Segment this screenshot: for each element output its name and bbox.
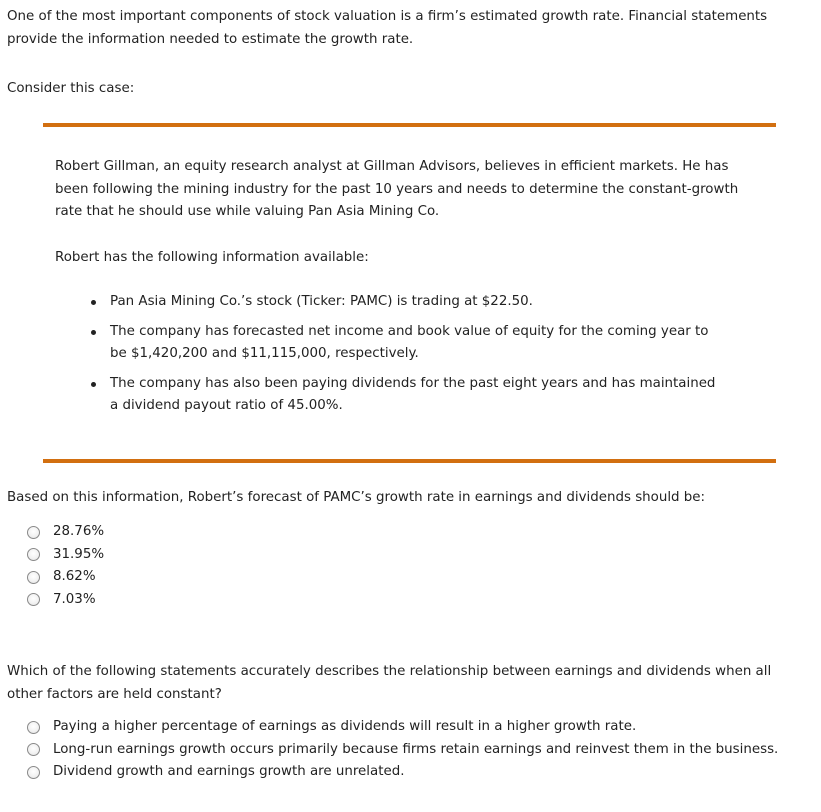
radio-button-icon[interactable] (27, 571, 40, 584)
question-2-option[interactable] (27, 716, 778, 739)
radio-button-icon[interactable] (27, 721, 40, 734)
radio-button-icon[interactable] (27, 526, 40, 539)
consider-label: Consider this case: (7, 81, 135, 96)
intro-line-1: One of the most important components of stock valuation is a firm’s estimated growth rate. Financial statements (7, 9, 768, 24)
bullet-item (55, 373, 735, 418)
question-2-option[interactable] (27, 739, 778, 762)
question-2-options (27, 716, 778, 784)
intro-paragraph (7, 6, 797, 51)
case-paragraph (55, 156, 765, 224)
option-label: 31.95% (53, 546, 105, 562)
question-1-text: Based on this information, Robert’s forecast of PAMC’s growth rate in earnings and dividends should be: (7, 490, 706, 505)
info-bullet-list (55, 291, 735, 425)
case-line-3: rate that he should use while valuing Pan Asia Mining Co. (55, 204, 440, 219)
bullet-3-line-2: a dividend payout ratio of 45.00%. (110, 398, 343, 413)
question-2-line-2: other factors are held constant? (7, 686, 222, 702)
bullet-item (55, 321, 735, 366)
option-label: 7.03% (53, 591, 96, 607)
question-1-option[interactable] (27, 566, 104, 589)
case-top-divider (43, 123, 776, 127)
option-label: Dividend growth and earnings growth are unrelated. (53, 764, 405, 779)
question-1-option[interactable] (27, 544, 104, 567)
question-2-line-1: Which of the following statements accurately describes the relationship between earnings and dividends when all (7, 664, 772, 679)
question-1-option[interactable] (27, 521, 104, 544)
radio-button-icon[interactable] (27, 548, 40, 561)
bullet-1-line-1: Pan Asia Mining Co.’s stock (Ticker: PAMC) is trading at $22.50. (110, 294, 533, 309)
radio-button-icon[interactable] (27, 766, 40, 779)
bullet-2-line-2: be $1,420,200 and $11,115,000, respectively. (110, 346, 419, 361)
case-line-1: Robert Gillman, an equity research analyst at Gillman Advisors, believes in efficient markets. He has (55, 159, 729, 174)
question-1-options (27, 521, 104, 611)
option-label: Paying a higher percentage of earnings as dividends will result in a higher growth rate. (53, 719, 637, 734)
case-line-2: been following the mining industry for the past 10 years and needs to determine the constant-growth (55, 181, 739, 197)
radio-button-icon[interactable] (27, 743, 40, 756)
intro-line-2: provide the information needed to estimate the growth rate. (7, 31, 414, 47)
bullet-dot-icon (91, 300, 96, 305)
question-2-option[interactable] (27, 761, 778, 784)
bullet-item (55, 291, 735, 314)
question-1-option[interactable] (27, 589, 104, 612)
case-bottom-divider (43, 459, 776, 463)
bullet-dot-icon (91, 382, 96, 387)
info-intro: Robert has the following information available: (55, 250, 369, 265)
option-label: 28.76% (53, 524, 105, 539)
question-2-text (7, 661, 797, 706)
bullet-2-line-1: The company has forecasted net income and book value of equity for the coming year to (110, 323, 709, 339)
option-label: 8.62% (53, 569, 96, 584)
bullet-3-line-1: The company has also been paying dividends for the past eight years and has maintained (110, 375, 716, 391)
option-label: Long-run earnings growth occurs primarily because firms retain earnings and reinvest them in the business. (53, 741, 779, 757)
bullet-dot-icon (91, 330, 96, 335)
radio-button-icon[interactable] (27, 593, 40, 606)
